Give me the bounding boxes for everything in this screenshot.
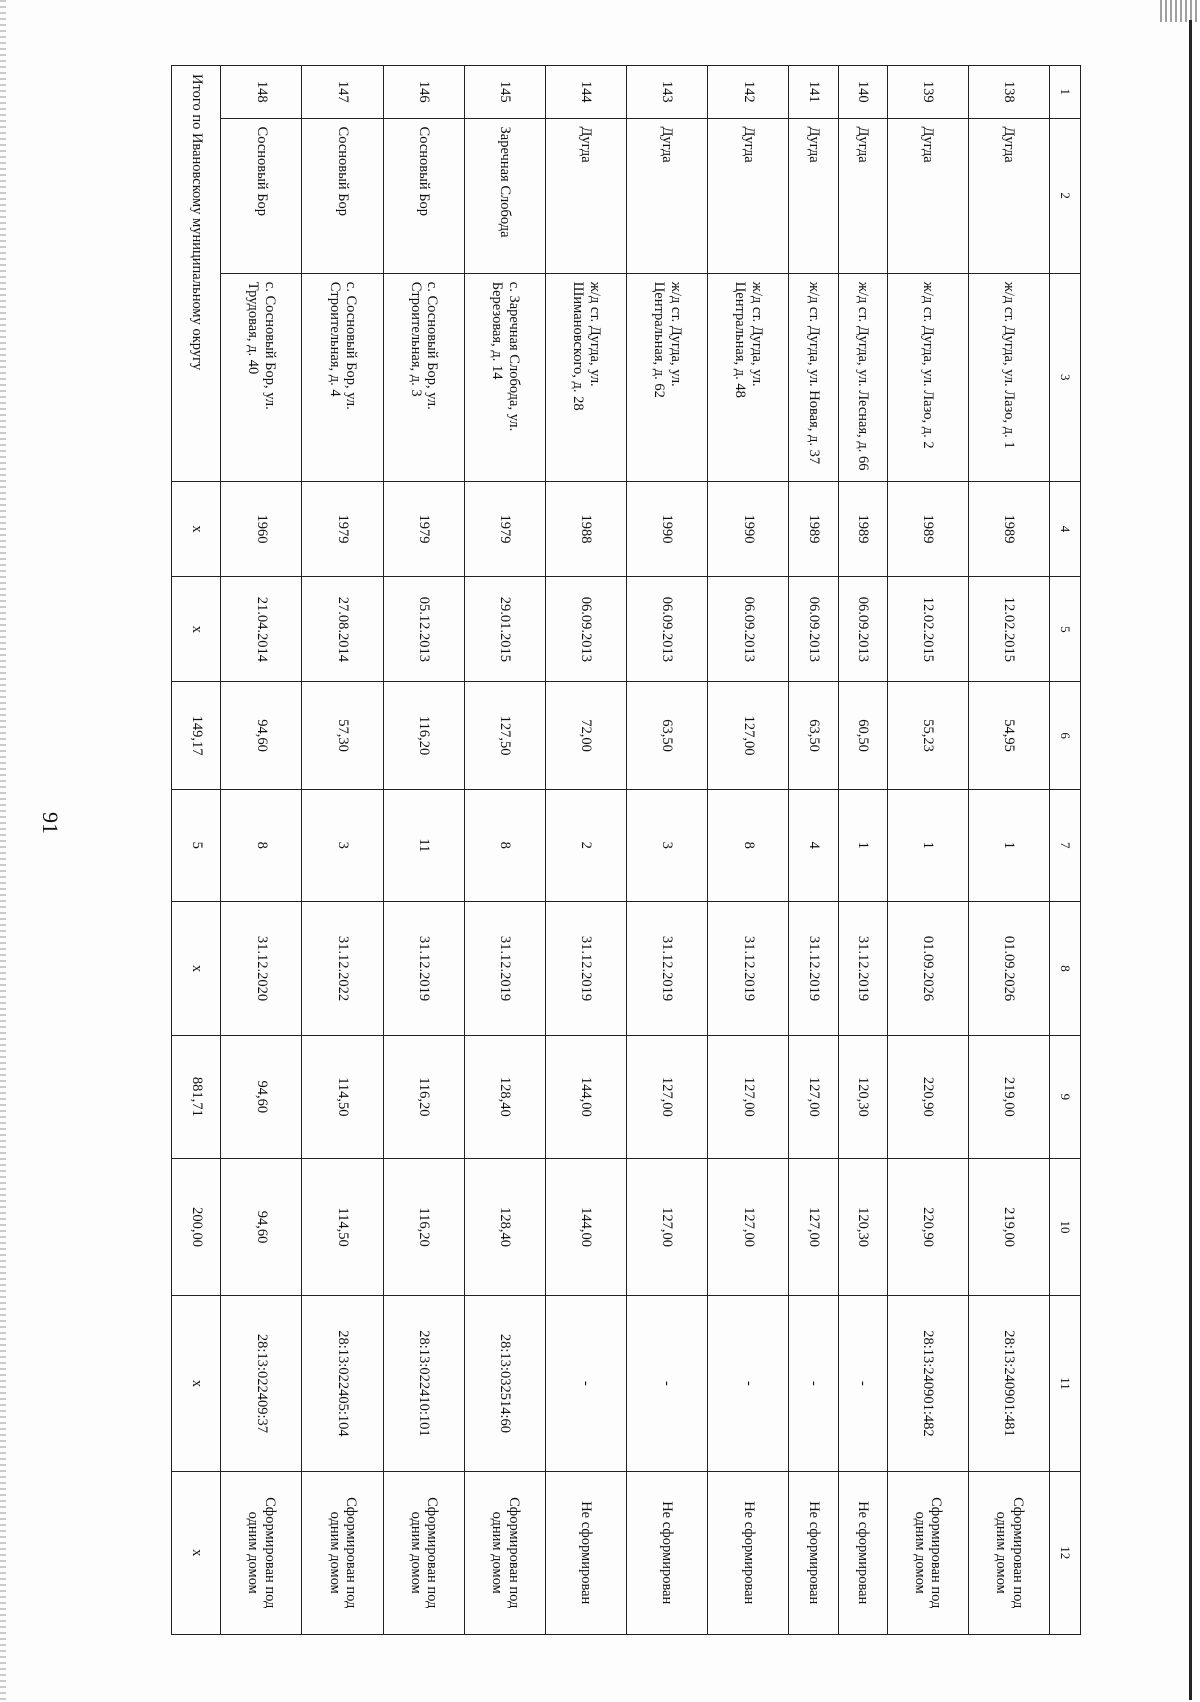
cell-residents-count: 8 xyxy=(464,789,545,901)
total-cell-cadastral: x xyxy=(172,1296,221,1471)
cell-residents-count: 1 xyxy=(887,789,968,901)
cell-settlement: Дугда xyxy=(627,118,708,273)
col-number-6: 6 xyxy=(1050,682,1081,789)
cell-residents-count: 11 xyxy=(383,789,464,901)
cell-relocation-deadline: 31.12.2019 xyxy=(464,901,545,1035)
col-number-11: 11 xyxy=(1050,1296,1081,1471)
cell-address: ж/д ст. Дугда, ул. Лазо, д. 2 xyxy=(887,273,968,481)
scan-edge-left xyxy=(0,0,6,1702)
total-cell-date: x xyxy=(172,577,221,682)
col-number-7: 7 xyxy=(1050,789,1081,901)
cell-settlement: Дугда xyxy=(887,118,968,273)
cell-recognition-date: 06.09.2013 xyxy=(708,577,789,682)
cell-recognition-date: 05.12.2013 xyxy=(383,577,464,682)
cell-settlement: Заречная Слобода xyxy=(464,118,545,273)
cell-recognition-date: 29.01.2015 xyxy=(464,577,545,682)
cell-row-number: 144 xyxy=(545,66,626,119)
cell-row-number: 139 xyxy=(887,66,968,119)
rotated-table-wrapper xyxy=(171,65,1081,1635)
total-cell-year: x xyxy=(172,481,221,577)
table-row xyxy=(838,66,887,1635)
cell-relocation-deadline: 31.12.2019 xyxy=(627,901,708,1035)
cell-recognition-date: 27.08.2014 xyxy=(302,577,383,682)
cell-land-status: Не сформирован xyxy=(789,1471,838,1634)
cell-row-number: 138 xyxy=(968,66,1049,119)
cell-address: ж/д ст. Дугда, ул. Центральная, д. 48 xyxy=(708,273,789,481)
cell-total-area: 127,00 xyxy=(627,1036,708,1159)
cell-settlement: Дугда xyxy=(968,118,1049,273)
cell-area: 55,23 xyxy=(887,682,968,789)
cell-build-year: 1989 xyxy=(789,481,838,577)
cell-land-area: 127,00 xyxy=(708,1158,789,1296)
cell-land-area: 144,00 xyxy=(545,1158,626,1296)
cell-build-year: 1979 xyxy=(464,481,545,577)
cell-cadastral-number: - xyxy=(627,1296,708,1471)
col-number-3: 3 xyxy=(1050,273,1081,481)
cell-residents-count: 2 xyxy=(545,789,626,901)
cell-settlement: Дугда xyxy=(789,118,838,273)
cell-area: 60,50 xyxy=(838,682,887,789)
col-number-4: 4 xyxy=(1050,481,1081,577)
cell-relocation-deadline: 31.12.2022 xyxy=(302,901,383,1035)
cell-settlement: Дугда xyxy=(545,118,626,273)
cell-land-status: Не сформирован xyxy=(545,1471,626,1634)
cell-land-status: Сформирован под одним домом xyxy=(302,1471,383,1634)
cell-relocation-deadline: 31.12.2019 xyxy=(838,901,887,1035)
cell-row-number: 147 xyxy=(302,66,383,119)
cell-recognition-date: 06.09.2013 xyxy=(627,577,708,682)
cell-area: 127,00 xyxy=(708,682,789,789)
cell-total-area: 114,50 xyxy=(302,1036,383,1159)
cell-row-number: 142 xyxy=(708,66,789,119)
cell-residents-count: 1 xyxy=(968,789,1049,901)
cell-residents-count: 8 xyxy=(221,789,302,901)
cell-relocation-deadline: 31.12.2019 xyxy=(383,901,464,1035)
cell-land-status: Сформирован под одним домом xyxy=(968,1471,1049,1634)
cell-address: ж/д ст. Дугда, ул. Центральная, д. 62 xyxy=(627,273,708,481)
total-row xyxy=(172,66,221,1635)
column-number-row xyxy=(1050,66,1081,1635)
total-cell-count: 5 xyxy=(172,789,221,901)
cell-relocation-deadline: 31.12.2019 xyxy=(708,901,789,1035)
cell-cadastral-number: - xyxy=(838,1296,887,1471)
total-label: Итого по Ивановскому муниципальному округу xyxy=(172,66,221,482)
table-row xyxy=(968,66,1049,1635)
cell-settlement: Сосновый Бор xyxy=(383,118,464,273)
cell-cadastral-number: - xyxy=(545,1296,626,1471)
cell-address: ж/д ст. Дугда, ул. Лесная, д. 66 xyxy=(838,273,887,481)
table-row xyxy=(789,66,838,1635)
cell-settlement: Дугда xyxy=(708,118,789,273)
cell-land-area: 219,00 xyxy=(968,1158,1049,1296)
cell-build-year: 1990 xyxy=(708,481,789,577)
cell-relocation-deadline: 31.12.2020 xyxy=(221,901,302,1035)
col-number-10: 10 xyxy=(1050,1158,1081,1296)
table-row xyxy=(302,66,383,1635)
cell-cadastral-number: 28:13:240901:482 xyxy=(887,1296,968,1471)
cell-address: ж/д ст. Дугда, ул. Лазо, д. 1 xyxy=(968,273,1049,481)
cell-total-area: 128,40 xyxy=(464,1036,545,1159)
cell-cadastral-number: - xyxy=(789,1296,838,1471)
cell-total-area: 94,60 xyxy=(221,1036,302,1159)
cell-land-status: Не сформирован xyxy=(838,1471,887,1634)
cell-build-year: 1989 xyxy=(838,481,887,577)
cell-land-area: 128,40 xyxy=(464,1158,545,1296)
table-row xyxy=(887,66,968,1635)
col-number-5: 5 xyxy=(1050,577,1081,682)
cell-build-year: 1988 xyxy=(545,481,626,577)
cell-row-number: 145 xyxy=(464,66,545,119)
cell-residents-count: 3 xyxy=(627,789,708,901)
cell-residents-count: 8 xyxy=(708,789,789,901)
total-cell-area: 149,17 xyxy=(172,682,221,789)
cell-land-status: Сформирован под одним домом xyxy=(383,1471,464,1634)
cell-address: ж/д ст. Дугда, ул. Новая, д. 37 xyxy=(789,273,838,481)
cell-row-number: 141 xyxy=(789,66,838,119)
total-cell-deadline: x xyxy=(172,901,221,1035)
cell-cadastral-number: 28:13:240901:481 xyxy=(968,1296,1049,1471)
cell-row-number: 146 xyxy=(383,66,464,119)
cell-area: 63,50 xyxy=(789,682,838,789)
cell-relocation-deadline: 01.09.2026 xyxy=(968,901,1049,1035)
cell-land-area: 220,90 xyxy=(887,1158,968,1296)
total-cell-status: x xyxy=(172,1471,221,1634)
cell-build-year: 1979 xyxy=(383,481,464,577)
cell-address: с. Заречная Слобода, ул. Березовая, д. 14 xyxy=(464,273,545,481)
cell-cadastral-number: 28:13:022405:104 xyxy=(302,1296,383,1471)
col-number-9: 9 xyxy=(1050,1036,1081,1159)
col-number-1: 1 xyxy=(1050,66,1081,119)
scan-edge-right xyxy=(1189,20,1192,1700)
cell-recognition-date: 21.04.2014 xyxy=(221,577,302,682)
cell-land-area: 127,00 xyxy=(627,1158,708,1296)
cell-relocation-deadline: 31.12.2019 xyxy=(545,901,626,1035)
col-number-2: 2 xyxy=(1050,118,1081,273)
page-number: 91 xyxy=(38,812,63,834)
cell-total-area: 120,30 xyxy=(838,1036,887,1159)
cell-recognition-date: 12.02.2015 xyxy=(968,577,1049,682)
cell-build-year: 1960 xyxy=(221,481,302,577)
cell-total-area: 116,20 xyxy=(383,1036,464,1159)
cell-land-area: 127,00 xyxy=(789,1158,838,1296)
cell-area: 94,60 xyxy=(221,682,302,789)
cell-relocation-deadline: 31.12.2019 xyxy=(789,901,838,1035)
cell-address: с. Сосновый Бор, ул. Трудовая, д. 40 xyxy=(221,273,302,481)
cell-recognition-date: 06.09.2013 xyxy=(838,577,887,682)
table-row xyxy=(545,66,626,1635)
cell-area: 63,50 xyxy=(627,682,708,789)
cell-land-status: Сформирован под одним домом xyxy=(464,1471,545,1634)
cell-address: с. Сосновый Бор, ул. Строительная, д. 3 xyxy=(383,273,464,481)
cell-land-status: Сформирован под одним домом xyxy=(221,1471,302,1634)
table-row xyxy=(221,66,302,1635)
cell-land-status: Не сформирован xyxy=(627,1471,708,1634)
cell-row-number: 140 xyxy=(838,66,887,119)
housing-registry-table xyxy=(171,65,1081,1635)
cell-settlement: Сосновый Бор xyxy=(221,118,302,273)
cell-area: 72,00 xyxy=(545,682,626,789)
cell-total-area: 144,00 xyxy=(545,1036,626,1159)
cell-cadastral-number: 28:13:022409:37 xyxy=(221,1296,302,1471)
cell-row-number: 148 xyxy=(221,66,302,119)
col-number-8: 8 xyxy=(1050,901,1081,1035)
cell-row-number: 143 xyxy=(627,66,708,119)
cell-cadastral-number: 28:13:022410:101 xyxy=(383,1296,464,1471)
cell-area: 54,95 xyxy=(968,682,1049,789)
table-body xyxy=(172,66,1081,1635)
total-cell-area-land: 200,00 xyxy=(172,1158,221,1296)
total-cell-area-total: 881,71 xyxy=(172,1036,221,1159)
cell-address: ж/д ст. Дугда, ул. Шимановского, д. 28 xyxy=(545,273,626,481)
cell-total-area: 127,00 xyxy=(708,1036,789,1159)
cell-land-area: 116,20 xyxy=(383,1158,464,1296)
col-number-12: 12 xyxy=(1050,1471,1081,1634)
cell-area: 116,20 xyxy=(383,682,464,789)
cell-relocation-deadline: 01.09.2026 xyxy=(887,901,968,1035)
cell-area: 127,50 xyxy=(464,682,545,789)
cell-build-year: 1989 xyxy=(968,481,1049,577)
cell-total-area: 127,00 xyxy=(789,1036,838,1159)
cell-address: с. Сосновый Бор, ул. Строительная, д. 4 xyxy=(302,273,383,481)
cell-build-year: 1990 xyxy=(627,481,708,577)
table-row xyxy=(708,66,789,1635)
cell-land-status: Не сформирован xyxy=(708,1471,789,1634)
cell-land-area: 94,60 xyxy=(221,1158,302,1296)
table-row xyxy=(464,66,545,1635)
table-row xyxy=(627,66,708,1635)
cell-total-area: 220,90 xyxy=(887,1036,968,1159)
cell-build-year: 1979 xyxy=(302,481,383,577)
cell-residents-count: 4 xyxy=(789,789,838,901)
cell-settlement: Дугда xyxy=(838,118,887,273)
cell-settlement: Сосновый Бор xyxy=(302,118,383,273)
cell-land-status: Сформирован под одним домом xyxy=(887,1471,968,1634)
cell-land-area: 114,50 xyxy=(302,1158,383,1296)
cell-recognition-date: 12.02.2015 xyxy=(887,577,968,682)
cell-area: 57,30 xyxy=(302,682,383,789)
cell-cadastral-number: - xyxy=(708,1296,789,1471)
cell-recognition-date: 06.09.2013 xyxy=(545,577,626,682)
cell-build-year: 1989 xyxy=(887,481,968,577)
cell-total-area: 219,00 xyxy=(968,1036,1049,1159)
cell-land-area: 120,30 xyxy=(838,1158,887,1296)
table-row xyxy=(383,66,464,1635)
cell-recognition-date: 06.09.2013 xyxy=(789,577,838,682)
cell-residents-count: 1 xyxy=(838,789,887,901)
cell-cadastral-number: 28:13:032514:60 xyxy=(464,1296,545,1471)
scan-edge-top xyxy=(1160,0,1200,22)
cell-residents-count: 3 xyxy=(302,789,383,901)
